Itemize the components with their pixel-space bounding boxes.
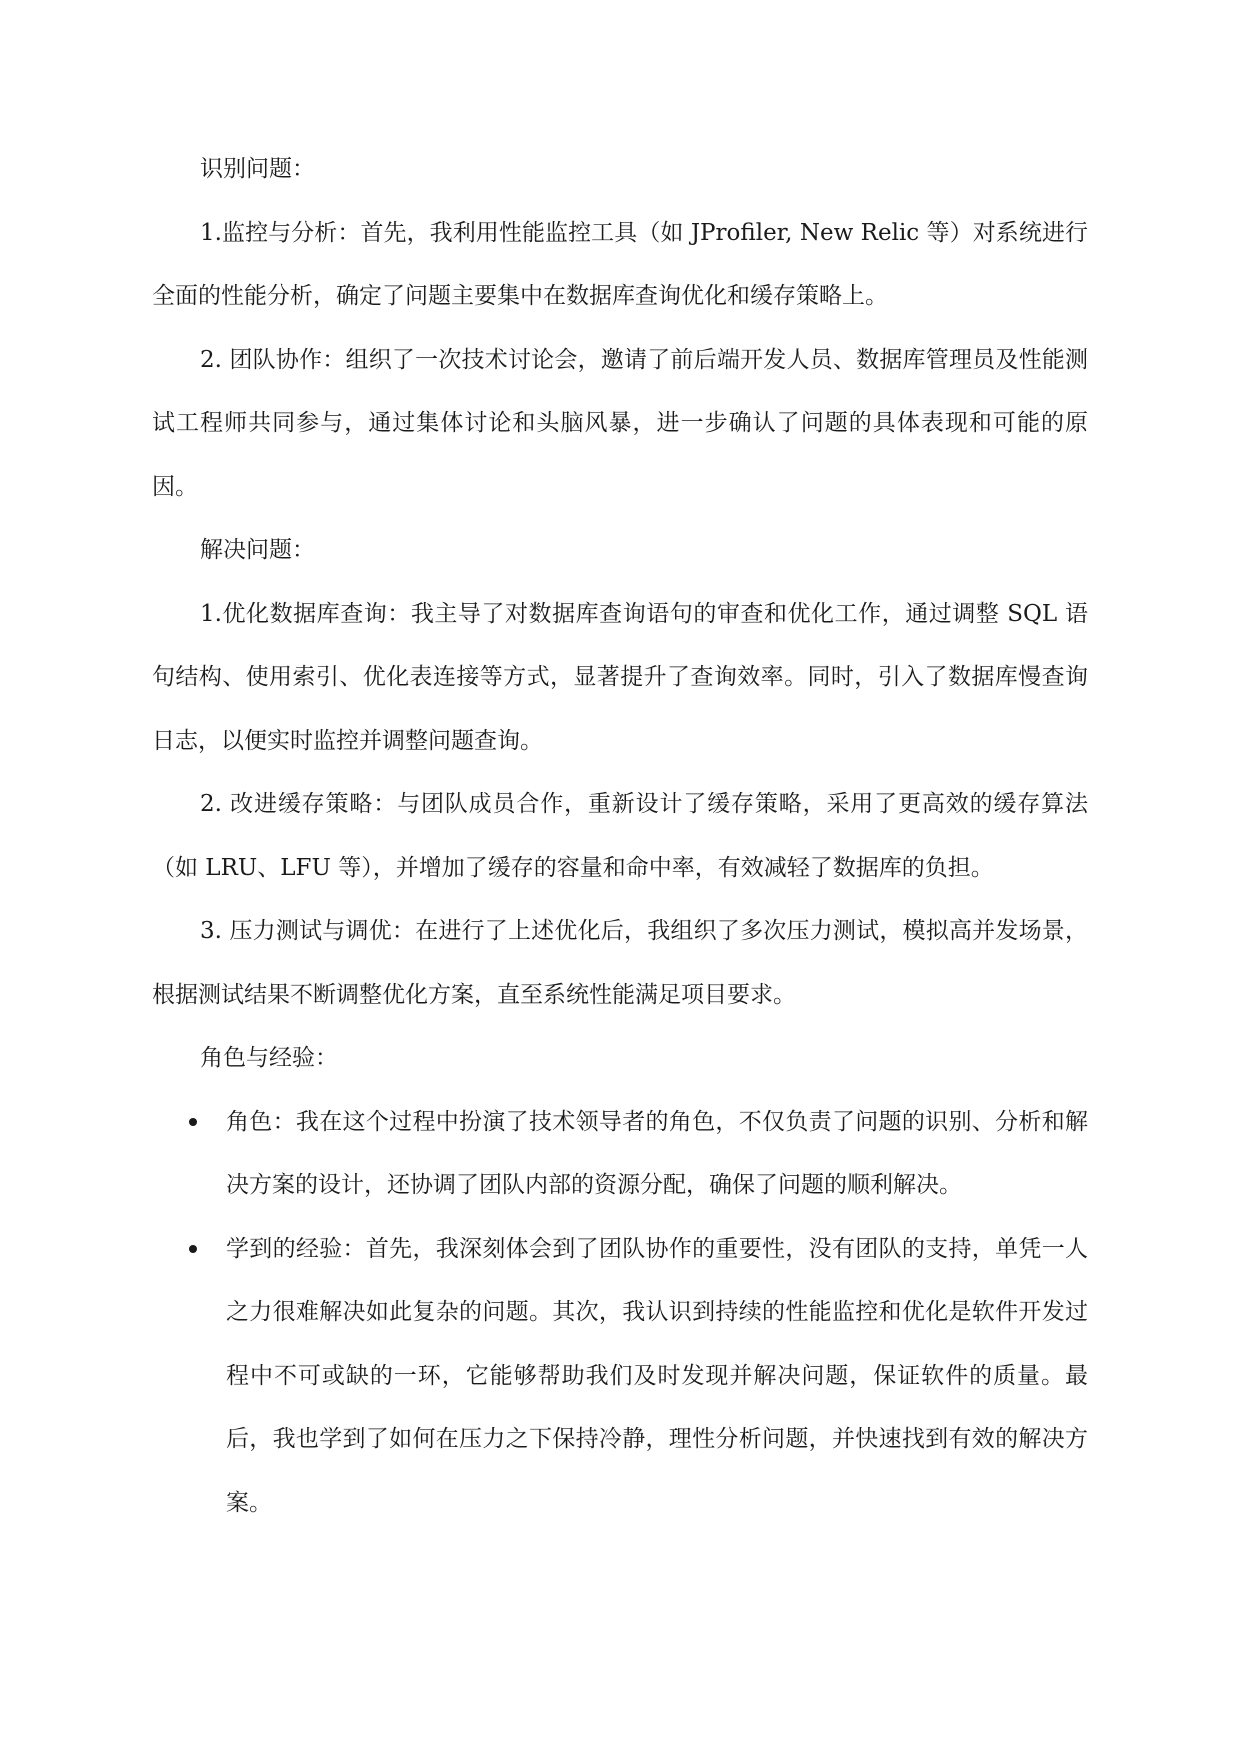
bullet-dot-icon [189, 1118, 197, 1126]
bullet-item-role [152, 1091, 1088, 1218]
paragraph-db-optimization: 1.优化数据库查询：我主导了对数据库查询语句的审查和优化工作，通过调整 SQL 语句结构、使用索引、优化表连接等方式，显著提升了查询效率。同时，引入了数据库慢查询日志，以便实时监控并调整问题查询。 [152, 600, 1088, 754]
document-page [152, 138, 1088, 1535]
paragraph-stress-test: 3. 压力测试与调优：在进行了上述优化后，我组织了多次压力测试，模拟高并发场景，根据测试结果不断调整优化方案，直至系统性能满足项目要求。 [152, 918, 1088, 1008]
bullet-text-role: 角色：我在这个过程中扮演了技术领导者的角色，不仅负责了问题的识别、分析和解决方案的设计，还协调了团队内部的资源分配，确保了问题的顺利解决。 [226, 1108, 1088, 1198]
paragraph-monitoring: 1.监控与分析：首先，我利用性能监控工具（如 JProfiler, New Relic 等）对系统进行全面的性能分析，确定了问题主要集中在数据库查询优化和缓存策略上。 [152, 219, 1088, 309]
heading-identify: 识别问题： [200, 156, 315, 182]
paragraph-teamwork: 2. 团队协作：组织了一次技术讨论会，邀请了前后端开发人员、数据库管理员及性能测试工程师共同参与，通过集体讨论和头脑风暴，进一步确认了问题的具体表现和可能的原因。 [152, 346, 1088, 500]
bullet-text-lessons: 学到的经验：首先，我深刻体会到了团队协作的重要性，没有团队的支持，单凭一人之力很难解决如此复杂的问题。其次，我认识到持续的性能监控和优化是软件开发过程中不可或缺的一环，它能够帮助我们及时发现并解决问题，保证软件的质量。最后，我也学到了如何在压力之下保持冷静，理性分析问题，并快速找到有效的解决方案。 [226, 1235, 1088, 1516]
bullet-item-lessons [152, 1218, 1088, 1536]
heading-role: 角色与经验： [200, 1045, 338, 1071]
bullet-dot-icon [189, 1245, 197, 1253]
heading-solve: 解决问题： [200, 537, 315, 563]
role-bullet-list [152, 1091, 1088, 1536]
paragraph-cache-strategy: 2. 改进缓存策略：与团队成员合作，重新设计了缓存策略，采用了更高效的缓存算法（如 LRU、LFU 等），并增加了缓存的容量和命中率，有效减轻了数据库的负担。 [152, 791, 1088, 881]
